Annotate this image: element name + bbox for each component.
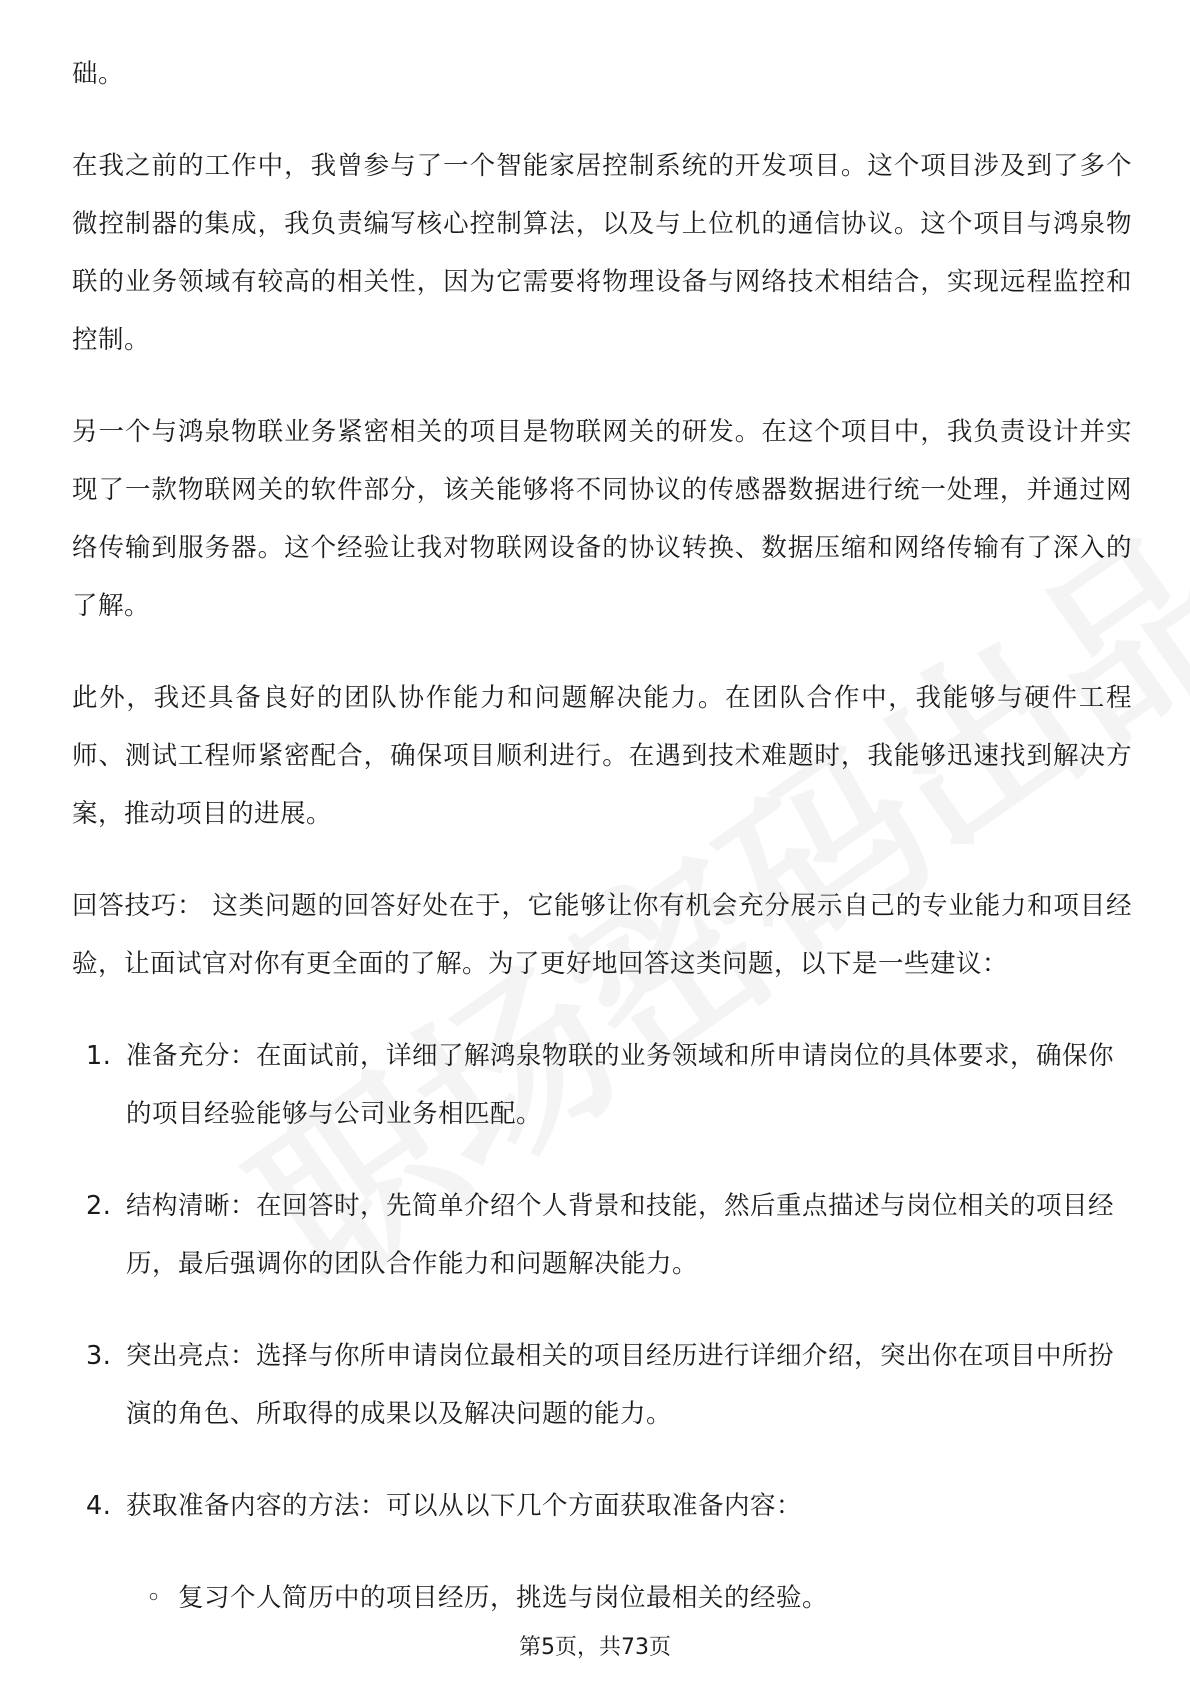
bullet-icon: ◦ <box>146 1583 162 1613</box>
paragraph-iot-gateway-project: 另一个与鸿泉物联业务紧密相关的项目是物联网关的研发。在这个项目中，我负责设计并实现了一款物联网关的软件部分，该关能够将不同协议的传感器数据进行统一处理，并通过网络传输到服务器。这个经验让我对物联网设备的协议转换、数据压缩和网络传输有了深入的了解。 <box>72 417 1132 621</box>
list-item <box>72 1477 1132 1627</box>
list-item-number: 2. <box>86 1191 112 1221</box>
sub-list-item <box>126 1569 1132 1627</box>
paragraph-continuation: 础。 <box>72 59 125 89</box>
tips-list <box>72 1027 1132 1627</box>
page-number-footer: 第5页，共73页 <box>519 1635 671 1660</box>
list-item-text: 获取准备内容的方法：可以从以下几个方面获取准备内容： <box>126 1491 803 1521</box>
list-item-text: 突出亮点：选择与你所申请岗位最相关的项目经历进行详细介绍，突出你在项目中所扮演的角色、所取得的成果以及解决问题的能力。 <box>126 1341 1115 1429</box>
list-item <box>72 1177 1132 1293</box>
paragraph-teamwork: 此外，我还具备良好的团队协作能力和问题解决能力。在团队合作中，我能够与硬件工程师、测试工程师紧密配合，确保项目顺利进行。在遇到技术难题时，我能够迅速找到解决方案，推动项目的进展。 <box>72 683 1132 829</box>
paragraph-smart-home-project: 在我之前的工作中，我曾参与了一个智能家居控制系统的开发项目。这个项目涉及到了多个微控制器的集成，我负责编写核心控制算法，以及与上位机的通信协议。这个项目与鸿泉物联的业务领域有较高的相关性，因为它需要将物理设备与网络技术相结合，实现远程监控和控制。 <box>72 151 1132 355</box>
list-item-text: 准备充分：在面试前，详细了解鸿泉物联的业务领域和所申请岗位的具体要求，确保你的项目经验能够与公司业务相匹配。 <box>126 1041 1115 1129</box>
page-content <box>72 45 1132 1661</box>
list-item-number: 1. <box>86 1041 112 1071</box>
list-item <box>72 1327 1132 1443</box>
list-item-number: 4. <box>86 1491 112 1521</box>
paragraph-answer-tips: 回答技巧： 这类问题的回答好处在于，它能够让你有机会充分展示自己的专业能力和项目经验，让面试官对你有更全面的了解。为了更好地回答这类问题，以下是一些建议： <box>72 891 1132 979</box>
list-item-number: 3. <box>86 1341 112 1371</box>
list-item-text: 结构清晰：在回答时，先简单介绍个人背景和技能，然后重点描述与岗位相关的项目经历，最后强调你的团队合作能力和问题解决能力。 <box>126 1191 1115 1279</box>
list-item <box>72 1027 1132 1143</box>
sub-list <box>126 1569 1132 1627</box>
sub-list-item-text: 复习个人简历中的项目经历，挑选与岗位最相关的经验。 <box>178 1583 829 1613</box>
